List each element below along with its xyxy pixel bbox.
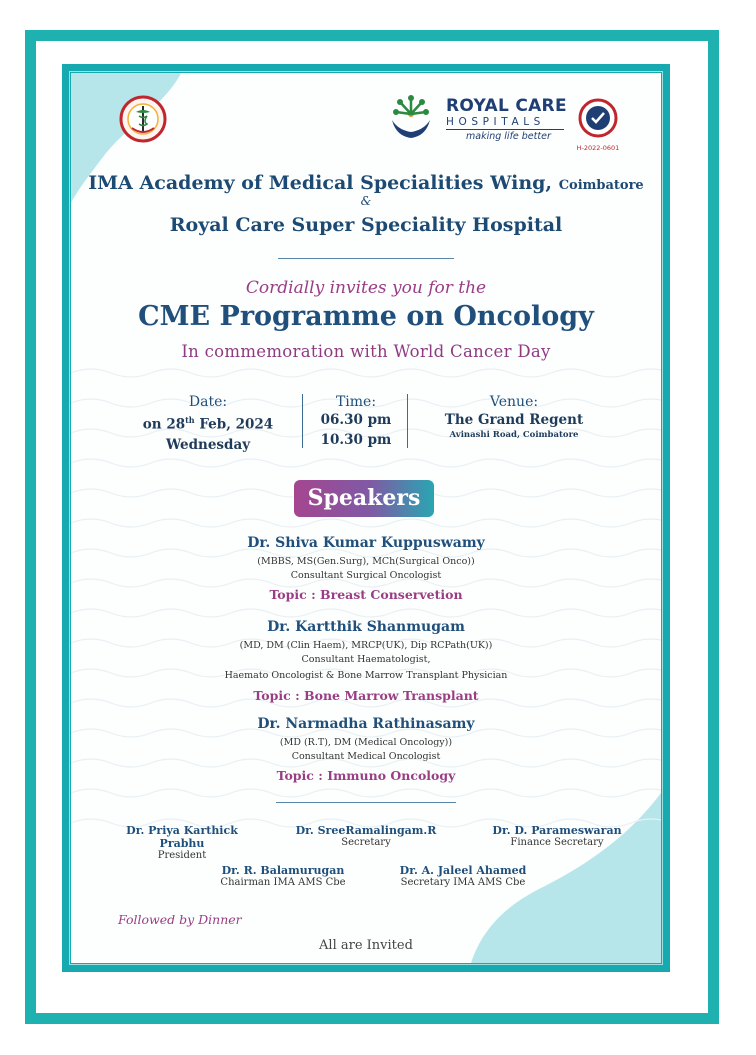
- date-value: [132, 410, 284, 435]
- signatory-role: Secretary: [341, 837, 391, 848]
- royal-care-logo-icon: [388, 94, 434, 142]
- signatory-role: Finance Secretary: [510, 837, 604, 848]
- speaker-1-topic: Topic : Breast Conservetion: [269, 587, 463, 602]
- time-end: 10.30 pm: [320, 432, 392, 448]
- speaker-1-role: Consultant Surgical Oncologist: [290, 570, 442, 581]
- date-suffix: Feb, 2024: [194, 416, 274, 433]
- venue-address: Avinashi Road, Coimbatore: [449, 430, 579, 440]
- signatory-ims-secretary: [388, 864, 538, 888]
- speakers-heading: Speakers: [294, 480, 434, 517]
- royal-care-rule: [446, 129, 564, 130]
- separator-time-venue: [407, 394, 408, 448]
- signatory-finance-secretary: [482, 824, 632, 848]
- signatory-secretary: [288, 824, 444, 848]
- signatory-name: Dr. Priya Karthick Prabhu: [126, 824, 238, 850]
- commemoration-line: In commemoration with World Cancer Day: [181, 342, 551, 361]
- nabh-seal-icon: [578, 98, 618, 142]
- date-day: Wednesday: [165, 436, 251, 453]
- ima-logo-icon: [118, 94, 168, 144]
- time-label: Time:: [335, 394, 377, 410]
- signatory-name: Dr. SreeRamalingam.R: [295, 824, 437, 837]
- royal-care-tagline: making life better: [466, 131, 551, 142]
- signatory-role: President: [157, 850, 207, 861]
- time-block: [308, 394, 404, 450]
- royal-care-brand: ROYAL CARE: [446, 96, 567, 116]
- signatory-name: Dr. D. Parameswaran: [492, 824, 622, 837]
- nabh-code: H-2022-0601: [576, 144, 620, 152]
- all-are-invited: All are Invited: [319, 938, 413, 953]
- signatory-name: Dr. A. Jaleel Ahamed: [399, 864, 527, 877]
- signatory-president: [102, 824, 262, 861]
- speaker-2-name: Dr. Kartthik Shanmugam: [267, 619, 465, 635]
- signatory-name: Dr. R. Balamurugan: [221, 864, 345, 877]
- speaker-2-topic: Topic : Bone Marrow Transplant: [253, 688, 479, 703]
- speaker-3-name: Dr. Narmadha Rathinasamy: [257, 716, 475, 732]
- venue-block: [432, 394, 596, 440]
- org-title-ima: [62, 172, 670, 194]
- org-title-ima-text: IMA Academy of Medical Specialities Wing,: [88, 172, 553, 194]
- followed-by-dinner: Followed by Dinner: [118, 912, 242, 927]
- speaker-3-qualifications: (MD (R.T), DM (Medical Oncology)): [279, 737, 453, 748]
- speakers-divider: [276, 802, 456, 803]
- speaker-3-topic: Topic : Immuno Oncology: [276, 768, 456, 783]
- signatory-chairman: [208, 864, 358, 888]
- speaker-3-role: Consultant Medical Oncologist: [291, 751, 441, 762]
- time-start: 06.30 pm: [320, 412, 392, 428]
- speaker-2-role: Consultant Haematologist,: [301, 654, 431, 665]
- speaker-2-qualifications: (MD, DM (Clin Haem), MRCP(UK), Dip RCPath(UK)): [239, 640, 493, 651]
- date-block: [132, 394, 284, 455]
- signatory-role: Secretary IMA AMS Cbe: [400, 877, 526, 888]
- separator-date-time: [302, 394, 303, 448]
- venue-label: Venue:: [489, 394, 539, 410]
- speaker-1-qualifications: (MBBS, MS(Gen.Surg), MCh(Surgical Onco)): [257, 556, 475, 567]
- date-sup: th: [185, 415, 195, 425]
- ampersand: &: [360, 194, 372, 208]
- org-title-city: Coimbatore: [558, 178, 644, 193]
- org-title-royal-care: Royal Care Super Speciality Hospital: [169, 214, 563, 236]
- date-label: Date:: [188, 394, 228, 410]
- signatory-role: Chairman IMA AMS Cbe: [220, 877, 346, 888]
- invite-line: Cordially invites you for the: [245, 278, 487, 298]
- date-prefix: on 28: [142, 416, 186, 433]
- speaker-2-role2: Haemato Oncologist & Bone Marrow Transplant Physician: [224, 670, 508, 681]
- speaker-1-name: Dr. Shiva Kumar Kuppuswamy: [247, 535, 485, 551]
- venue-name: The Grand Regent: [444, 412, 584, 428]
- programme-title: CME Programme on Oncology: [138, 301, 594, 332]
- invitation-content: [62, 64, 670, 972]
- title-divider: [278, 258, 454, 259]
- royal-care-sub: HOSPITALS: [446, 116, 545, 128]
